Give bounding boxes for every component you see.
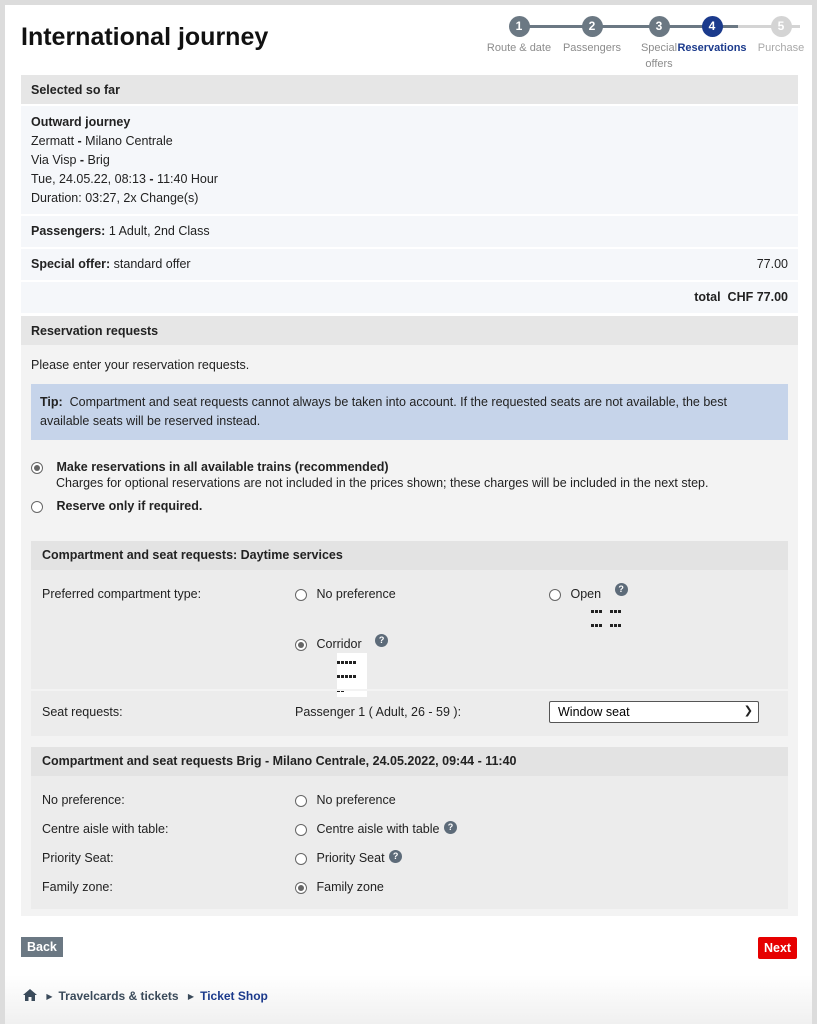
brig-no-preference[interactable] xyxy=(295,793,396,807)
tip-label: Tip: xyxy=(40,395,63,409)
total-row xyxy=(21,280,798,313)
step-label: Route & date xyxy=(486,42,552,54)
arrival-time: 11:40 Hour xyxy=(157,172,218,186)
passengers-row xyxy=(21,214,798,247)
brig-centre-aisle[interactable] xyxy=(295,822,457,836)
reserve-required-option[interactable] xyxy=(31,499,202,513)
reservation-intro: Please enter your reservation requests. xyxy=(31,358,250,372)
route-separator: - xyxy=(74,134,86,148)
step-label: Special offers xyxy=(640,42,678,70)
via-separator: - xyxy=(79,153,85,167)
outward-label: Outward journey xyxy=(31,115,131,129)
brig-no-preference-label[interactable]: No preference xyxy=(316,793,396,807)
reserve-required-radio[interactable] xyxy=(31,501,43,513)
brig-option-label: Family zone: xyxy=(42,880,113,894)
brig-family-zone[interactable] xyxy=(295,880,384,894)
step-number: 1 xyxy=(509,16,530,37)
compartment-no-preference-label[interactable]: No preference xyxy=(316,587,396,601)
special-offer-row xyxy=(21,247,798,280)
breadcrumb-ticket-shop[interactable]: Ticket Shop xyxy=(200,989,268,1003)
brig-centre-aisle-radio[interactable] xyxy=(295,824,307,836)
time-separator: - xyxy=(149,172,154,186)
brig-heading: Compartment and seat requests Brig - Milano Centrale, 24.05.2022, 09:44 - 11:40 xyxy=(31,747,788,776)
compartment-no-preference-radio[interactable] xyxy=(295,589,307,601)
compartment-corridor-radio[interactable] xyxy=(295,639,307,651)
seat-requests-label: Seat requests: xyxy=(42,705,123,719)
departure-date-time: Tue, 24.05.22, 08:13 xyxy=(31,172,146,186)
breadcrumb-travelcards[interactable]: Travelcards & tickets xyxy=(58,989,179,1003)
divider xyxy=(31,689,788,691)
reserve-all-option[interactable] xyxy=(31,460,389,474)
journey-duration: Duration: 03:27, 2x Change(s) xyxy=(31,191,199,205)
passengers-value: 1 Adult, 2nd Class xyxy=(108,224,210,238)
daytime-seat-requests xyxy=(31,541,788,736)
reserve-all-radio[interactable] xyxy=(31,462,43,474)
brig-option-label: Priority Seat: xyxy=(42,851,114,865)
step-reservations xyxy=(672,11,752,56)
home-icon[interactable] xyxy=(23,989,37,1004)
back-button[interactable]: Back xyxy=(21,937,63,957)
help-icon[interactable]: ? xyxy=(444,821,457,834)
step-label: Reservations xyxy=(677,42,747,54)
seat-select[interactable] xyxy=(549,701,759,723)
compartment-type-label: Preferred compartment type: xyxy=(42,587,202,601)
compartment-open[interactable] xyxy=(549,584,628,601)
step-number: 5 xyxy=(771,16,792,37)
total-value: CHF 77.00 xyxy=(727,290,788,304)
brig-option-label: Centre aisle with table: xyxy=(42,822,169,836)
help-icon[interactable]: ? xyxy=(375,634,388,647)
brig-family-zone-radio[interactable] xyxy=(295,882,307,894)
brig-centre-aisle-label[interactable]: Centre aisle with table xyxy=(316,822,440,836)
brig-option-label: No preference: xyxy=(42,793,125,807)
step-label: Passengers xyxy=(562,42,622,54)
reserve-all-note: Charges for optional reservations are not included in the prices shown; these charges will be included in the next step. xyxy=(56,476,709,490)
selection-summary xyxy=(21,75,798,313)
help-icon[interactable]: ? xyxy=(615,583,628,596)
passengers-label: Passengers: xyxy=(31,224,106,238)
seat-select-wrapper[interactable] xyxy=(549,701,759,723)
reservation-requests xyxy=(21,316,798,916)
brig-priority-seat-label[interactable]: Priority Seat xyxy=(316,851,385,865)
open-seat-layout-icon xyxy=(591,603,624,631)
breadcrumb xyxy=(23,989,268,1004)
passenger-description: Passenger 1 ( Adult, 26 - 59 ): xyxy=(295,705,462,719)
page xyxy=(5,5,812,1024)
brig-no-preference-radio[interactable] xyxy=(295,795,307,807)
help-icon[interactable]: ? xyxy=(389,850,402,863)
via-first: Via Visp xyxy=(31,153,77,167)
breadcrumb-separator-icon: ▶ xyxy=(187,992,195,1002)
compartment-no-preference[interactable] xyxy=(295,587,396,601)
step-purchase xyxy=(748,11,814,56)
step-number: 2 xyxy=(582,16,603,37)
summary-heading: Selected so far xyxy=(21,75,798,104)
breadcrumb-separator-icon: ▶ xyxy=(46,992,53,1002)
reserve-all-label[interactable]: Make reservations in all available trains (recommended) xyxy=(56,460,389,474)
step-passengers[interactable] xyxy=(552,11,632,56)
offer-value: standard offer xyxy=(113,257,191,271)
brig-priority-seat[interactable] xyxy=(295,851,402,865)
daytime-heading: Compartment and seat requests: Daytime services xyxy=(31,541,788,570)
outward-journey xyxy=(21,104,798,214)
step-label: Purchase xyxy=(757,42,805,54)
compartment-corridor[interactable] xyxy=(295,637,388,651)
route-from: Zermatt xyxy=(31,134,75,148)
reserve-required-label[interactable]: Reserve only if required. xyxy=(56,499,203,513)
next-button[interactable]: Next xyxy=(758,937,797,959)
chevron-down-icon: ❯ xyxy=(743,705,753,717)
footer xyxy=(5,975,812,1024)
progress-stepper xyxy=(479,11,809,71)
route-to: Milano Centrale xyxy=(85,134,173,148)
offer-price: 77.00 xyxy=(756,257,788,271)
reservation-heading: Reservation requests xyxy=(21,316,798,345)
compartment-open-label[interactable]: Open xyxy=(570,587,602,601)
tip-text: Compartment and seat requests cannot always be taken into account. If the requested seats are not available, the best available seats will be reserved instead. xyxy=(40,395,727,428)
brig-milano-seat-requests xyxy=(31,747,788,909)
offer-label: Special offer: xyxy=(31,257,111,271)
compartment-open-radio[interactable] xyxy=(549,589,561,601)
step-number: 4 xyxy=(702,16,723,37)
brig-family-zone-label[interactable]: Family zone xyxy=(316,880,384,894)
step-route-date[interactable] xyxy=(479,11,559,56)
step-number: 3 xyxy=(649,16,670,37)
total-label: total xyxy=(694,290,721,304)
via-second: Brig xyxy=(87,153,110,167)
page-title: International journey xyxy=(21,23,269,51)
tip-box xyxy=(31,384,788,440)
brig-priority-seat-radio[interactable] xyxy=(295,853,307,865)
compartment-corridor-label[interactable]: Corridor xyxy=(316,637,362,651)
